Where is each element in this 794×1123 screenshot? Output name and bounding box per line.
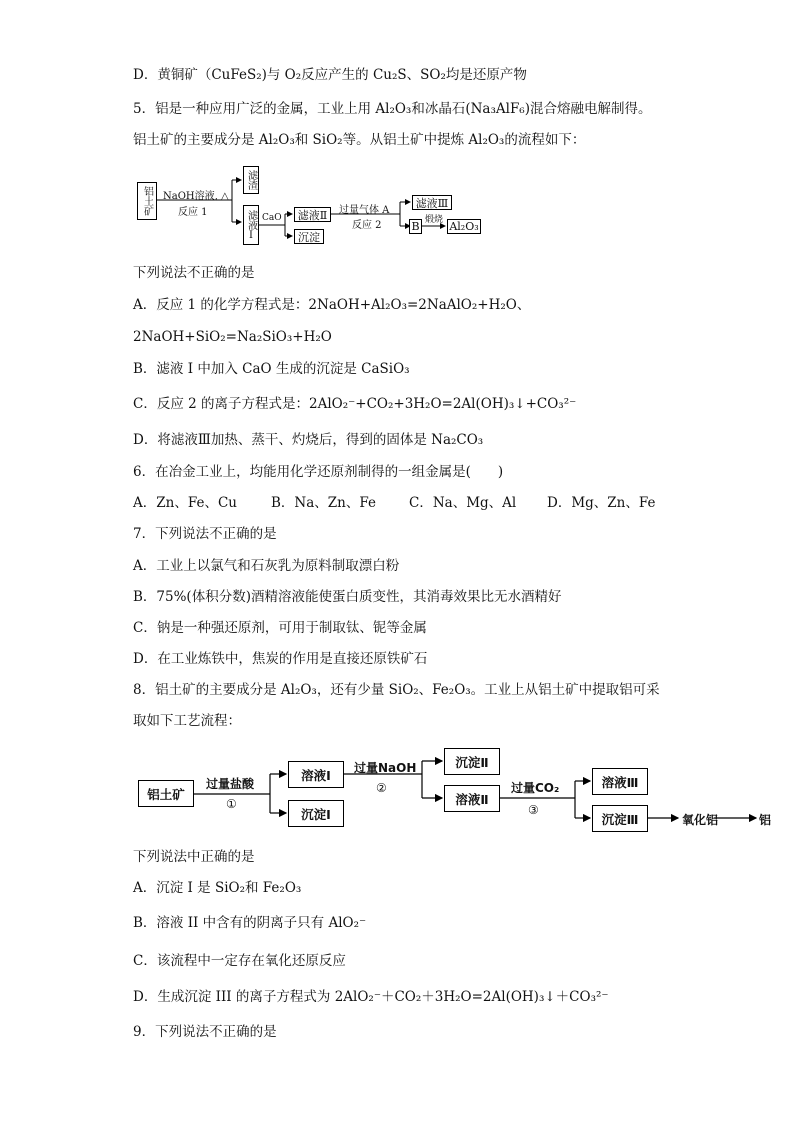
flow2-bauxite-box: [138, 780, 194, 807]
flow2-precipitate2-label: 沉淀Ⅱ: [455, 754, 489, 770]
flow2-solution3-label: 溶液Ⅲ: [601, 774, 639, 790]
flow2-step1-number: ①: [226, 797, 237, 811]
q5-stem-line2: 铝土矿的主要成分是 Al₂O₃和 SiO₂等。从铝土矿中提炼 Al₂O₃的流程如下：: [133, 132, 586, 148]
flow1-alumina-box: [447, 219, 481, 234]
flow1-filtrate3-label: 滤液Ⅲ: [415, 196, 449, 210]
q8-option-c: C．该流程中一定存在氧化还原反应: [133, 953, 346, 969]
q5-stem-line1: 5．铝是一种应用广泛的金属，工业上用 Al₂O₃和冰晶石(Na₃AlF₆)混合熔融电解制得。: [133, 101, 652, 117]
q5-option-a-line2: 2NaOH+SiO₂=Na₂SiO₃+H₂O: [133, 329, 332, 345]
flow2-step2-label: 过量NaOH: [354, 761, 417, 775]
flow2-solution1-box: [288, 761, 344, 788]
q6-option-a: A．Zn、Fe、Cu: [133, 495, 237, 511]
flow2-step1-label: 过量盐酸: [206, 777, 255, 791]
flow2-solution1-label: 溶液Ⅰ: [301, 767, 331, 783]
flow1-alumina-label: Al₂O₃: [449, 220, 479, 233]
flow2-step3-label: 过量CO₂: [511, 781, 560, 795]
flow1-arrow1-reaction: 反应 1: [178, 207, 208, 218]
flow1-filtrate1-label: 滤液Ⅰ: [245, 209, 257, 241]
q4-option-d: D．黄铜矿（CuFeS₂)与 O₂反应产生的 Cu₂S、SO₂均是还原产物: [133, 67, 527, 83]
flow1-filtrate2-box: [294, 207, 331, 222]
q7-option-a: A．工业上以氯气和石灰乳为原料制取漂白粉: [133, 558, 400, 574]
q5-option-a-line1: A．反应 1 的化学方程式是：2NaOH+Al₂O₃=2NaAlO₂+H₂O、: [133, 297, 531, 313]
flow1-arrow2-reaction: 反应 2: [352, 220, 382, 231]
flow1-bauxite-box: [137, 182, 157, 220]
flow1-b-label: B: [411, 220, 420, 233]
q7-option-c: C．钠是一种强还原剂，可用于制取钛、铌等金属: [133, 620, 427, 636]
q6-option-c: C．Na、Mg、Al: [409, 495, 517, 511]
q5-option-d: D．将滤液Ⅲ加热、蒸干、灼烧后，得到的固体是 Na₂CO₃: [133, 432, 484, 448]
q7-stem: 7．下列说法不正确的是: [133, 526, 277, 542]
flow1-filtrate1-box: [243, 205, 259, 245]
q7-option-b: B．75%(体积分数)酒精溶液能使蛋白质变性，其消毒效果比无水酒精好: [133, 589, 562, 605]
flow1-bauxite-label: 铝土矿: [141, 186, 153, 216]
flow2-precipitate1-box: [288, 800, 344, 827]
q6-option-d: D．Mg、Zn、Fe: [547, 495, 656, 511]
q6-options: [133, 494, 655, 512]
q7-option-d: D．在工业炼铁中，焦炭的作用是直接还原铁矿石: [133, 651, 428, 667]
flow1-precipitate-label: 沉淀: [298, 230, 320, 244]
flow1-cao-label: CaO: [262, 213, 282, 223]
q6-option-b: B．Na、Zn、Fe: [271, 495, 376, 511]
q8-option-b: B．溶液 II 中含有的阴离子只有 AlO₂⁻: [133, 915, 367, 931]
q8-stem-line1: 8．铝土矿的主要成分是 Al₂O₃，还有少量 SiO₂、Fe₂O₃。工业上从铝土矿中提取铝可采: [133, 682, 660, 698]
flow2-precipitate2-box: [444, 748, 500, 775]
q8-option-d: D．生成沉淀 III 的离子方程式为 2AlO₂⁻＋CO₂＋3H₂O=2Al(OH)₃↓＋CO₃²⁻: [133, 989, 609, 1005]
q9-stem: 9．下列说法不正确的是: [133, 1024, 277, 1040]
q8-stem-line2: 取如下工艺流程：: [133, 713, 241, 729]
flow2-solution2-box: [444, 785, 500, 812]
flowchart-1-arrows: [0, 0, 794, 260]
flow2-precipitate3-box: [592, 805, 648, 832]
flow1-filtrate2-label: 滤液Ⅱ: [297, 208, 328, 222]
q8-prompt: 下列说法中正确的是: [133, 849, 255, 865]
flow2-bauxite-label: 铝土矿: [147, 786, 185, 802]
flow2-precipitate3-label: 沉淀Ⅲ: [601, 811, 639, 827]
flow2-aluminum-label: 铝: [759, 813, 772, 827]
flowchart-alumina-extraction: [0, 0, 794, 260]
flow1-residue-box: [243, 166, 259, 194]
flow2-solution3-box: [592, 768, 648, 795]
flow2-alumina-label: 氧化铝: [682, 813, 719, 827]
flow2-solution2-label: 溶液Ⅱ: [455, 791, 489, 807]
flow2-step2-number: ②: [376, 781, 387, 795]
flow2-step3-number: ③: [528, 803, 539, 817]
q8-option-a: A．沉淀 I 是 SiO₂和 Fe₂O₃: [133, 880, 302, 896]
flow1-arrow2-reagent: 过量气体 A: [339, 205, 390, 216]
flow1-residue-label: 滤渣: [245, 170, 257, 190]
q5-option-c: C．反应 2 的离子方程式是：2AlO₂⁻+CO₂+3H₂O=2Al(OH)₃↓+CO₃²⁻: [133, 396, 577, 412]
q5-option-b: B．滤液 I 中加入 CaO 生成的沉淀是 CaSiO₃: [133, 361, 410, 377]
flow1-b-box: [409, 219, 422, 234]
flow1-precipitate-box: [294, 229, 324, 244]
flow2-precipitate1-label: 沉淀Ⅰ: [301, 806, 331, 822]
flow1-calcine-label: 煅烧: [425, 215, 444, 225]
q6-stem: 6．在冶金工业上，均能用化学还原剂制得的一组金属是( ): [133, 464, 504, 480]
flow1-filtrate3-box: [412, 195, 452, 210]
q5-prompt: 下列说法不正确的是: [133, 265, 255, 281]
flow1-arrow1-reagent: NaOH溶液, △: [163, 191, 229, 202]
